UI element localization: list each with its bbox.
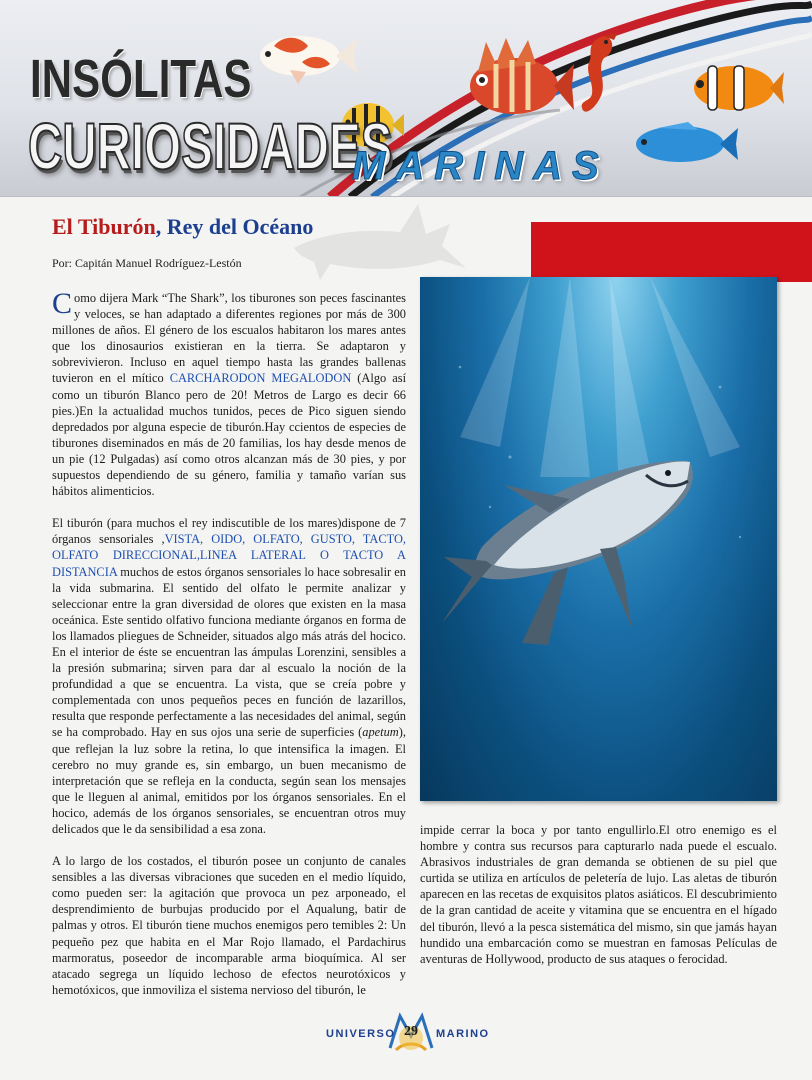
page-footer	[320, 1008, 500, 1068]
footer-brand-right: MARINO	[436, 1028, 490, 1040]
paragraph-1-text-a: omo dijera Mark “The Shark”, los tiburones son peces fascinantes y veloces, se han adaptado a diferentes regiones por más de 300 millones de años. El género de los escualos habitaron los mares antes que los dinosaurios existieran en la tierra. Se adaptaron y sobrevivieron. Incluso en aquel tiempo hasta las grandes ballenas tuvieron en el mítico	[52, 291, 406, 386]
great-white-shark-illustration	[420, 277, 777, 801]
paragraph-2-text-c: ), que reflejan la luz sobre la retina, lo que intensifica la imagen. El cerebro no muy grande es, sin embargo, un buen mecanismo de interpretación que se refleja en la conducta, según sean los mensajes que le lleguen al animal, emitidos por los órganos sensoriales. En el hocico, además de los órganos sensoriales, se encuentran otros muy delicados que le da sensibilidad a esa zona.	[52, 725, 406, 836]
red-accent-bar	[531, 222, 812, 282]
article-title-highlight: El Tiburón	[52, 214, 156, 239]
red-fish-icon	[456, 34, 576, 129]
article-paragraph-3: A lo largo de los costados, el tiburón posee un conjunto de canales sensibles a las diversas vibraciones que suceden en el medio líquido, como pueden ser: la agitación que provoca un pez arponeado, el desprendimiento de burbujas producido por el Aqualung, batir de palmas y otros. El tiburón tiene muchos enemigos pero temibles 2: Un pequeño pez que habita en el Mar Rojo llamado, el Pardachirus marmoratus, poseedor de incomparable arma bioquímica. Al ser atacado segrega un líquido lechoso de efectos neurotóxicos y hemotóxicos, que inmoviliza el sistema nervioso del tiburón, le	[52, 854, 406, 997]
article-byline: Por: Capitán Manuel Rodríguez-Lestón	[52, 256, 242, 270]
article-left-column	[52, 287, 407, 1014]
clownfish-icon	[684, 56, 786, 118]
page-number: 29	[404, 1024, 418, 1039]
blue-fish-icon	[628, 118, 740, 170]
magazine-banner	[0, 0, 812, 197]
paragraph-2-text-b: muchos de estos órganos sensoriales lo hace sobresalir en la vida submarina. El sentido del olfato le permite analizar y seleccionar entre la gran diversidad de olores que existen en la masa oceánica. Este sentido olfativo funciona mediante órganos en forma de los llamados pliegues de Schneider, situados algo más atrás del hocico. En el interior de éste se encuentran las ámpulas Lorenzini, sensibles a la presión submarina; sirven para dar al escualo la noción de la profundidad a que se encuentra. La vista, que se creía pobre y complementada con unos pequeños peces en función de lazarillos, resulta que responde perfectamente a las necesidades del animal, según se ha comprobado. Hay en sus ojos una serie de superficies (	[52, 564, 406, 740]
paragraph-2-italic: apetum	[362, 725, 399, 740]
article-paragraph-1	[52, 287, 407, 499]
article-title	[52, 214, 313, 240]
footer-brand-left: UNIVERSO	[326, 1028, 396, 1040]
article-title-rest: , Rey del Océano	[155, 214, 314, 239]
drop-cap: C	[52, 287, 73, 320]
paragraph-1-text-b: (Algo así como un tiburón Blanco pero de 20! Metros de Largo es decir 66 pies.)En la actualidad muchos tunidos, peces de Pico siguen siendo depredados por alguna especie de tiburón.Hay ccientos de especies de tiburones diseminados en más de 20 familias, los hay desde menos de un pie (12 Pulgadas) así como otros alcanzan más de 30 pies, y por supuestos dependiendo de su género, familia y tamaño varían sus hábitos alimenticios.	[52, 371, 407, 499]
paragraph-2-text-a: El tiburón (para muchos el rey indiscutible de los mares)dispone de 7 órganos sensoriales ,	[52, 516, 406, 547]
article-right-column	[420, 822, 777, 983]
shark-photo	[420, 277, 777, 801]
seahorse-icon	[574, 28, 622, 124]
banner-title-insolitas: INSÓLITAS	[30, 49, 252, 109]
banner-title-marinas: MARINAS	[352, 144, 609, 188]
background-shark-silhouette-icon	[290, 198, 470, 284]
banner-title-curiosidades: CURIOSIDADES	[28, 109, 393, 183]
paragraph-1-highlight: CARCHARODON MEGALODON	[169, 371, 352, 386]
article-paragraph-2	[52, 515, 406, 837]
article-paragraph-4: impide cerrar la boca y por tanto engullirlo.El otro enemigo es el hombre y contra sus recursos para capturarlo nada puede el escualo. Abrasivos industriales de gran demanda se obtienen de su piel que curtida se utiliza en artículos de peletería de lujo. Las aletas de tiburón aparecen en las recetas de exquisitos platos asiáticos. El descubrimiento de la gran cantidad de aceite y vitamina que se encuentra en el hígado del tiburón, llevó a la pesca sistemática del mismo, sin que jamás hayan hundido una embarcación como se muestran en famosas Películas de aventuras de Hollywood, producto de sus ataques o ferocidad.	[420, 823, 777, 966]
koi-fish-icon	[250, 24, 360, 86]
paragraph-2-highlight: VISTA, OIDO, OLFATO, GUSTO, TACTO, OLFATO DIRECCIONAL,LINEA LATERAL O TACTO A DISTANCIA	[52, 532, 406, 579]
